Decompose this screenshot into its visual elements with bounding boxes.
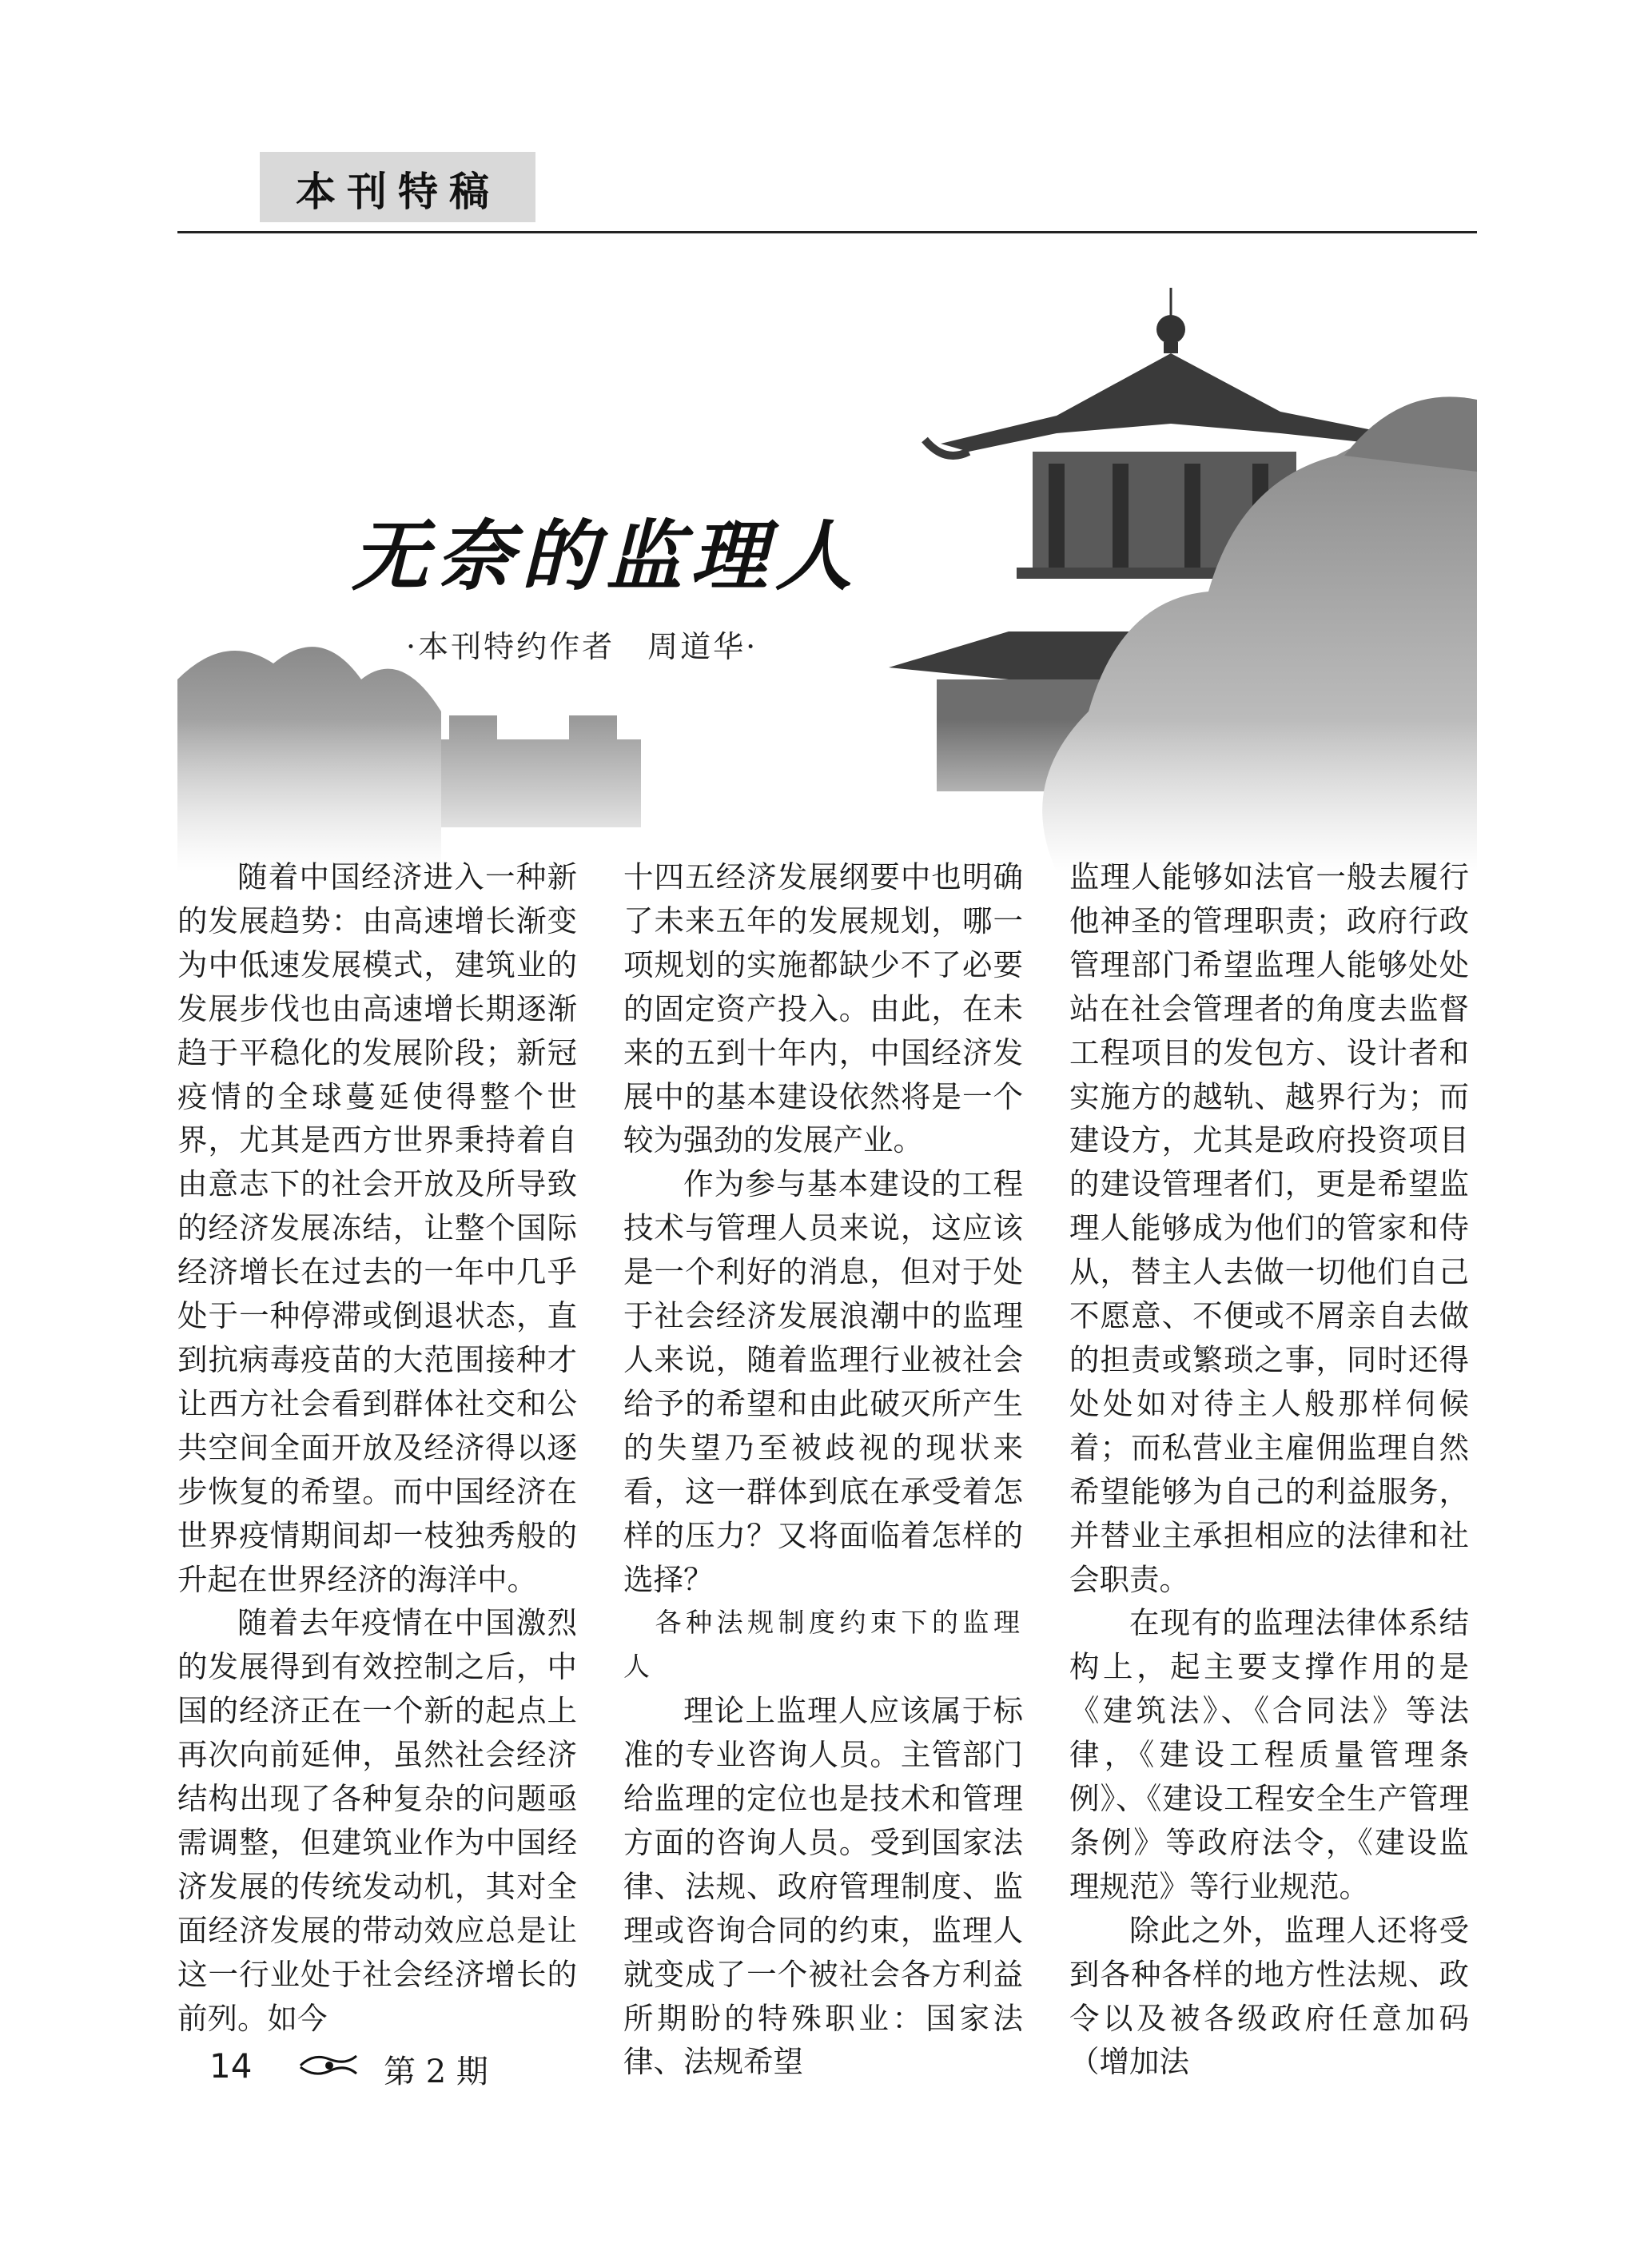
article-title: 无奈的监理人 [352,511,860,601]
section-tab [260,152,535,222]
paragraph: 随着中国经济进入一种新的发展趋势：由高速增长渐变为中低速发展模式，建筑业的发展步伐也由高速增长期逐渐趋于平稳化的发展阶段；新冠疫情的全球蔓延使得整个世界，尤其是西方世界秉持着自由意志下的社会开放及所导致的经济发展冻结，让整个国际经济增长在过去的一年中几乎处于一种停滞或倒退状态，直到抗病毒疫苗的大范围接种才让西方社会看到群体社交和公共空间全面开放及经济得以逐步恢复的希望。而中国经济在世界疫情期间却一枝独秀般的升起在世界经济的海洋中。 [177,859,577,1597]
paragraph: 理论上监理人应该属于标准的专业咨询人员。主管部门给监理的定位也是技术和管理方面的咨询人员。受到国家法律、法规、政府管理制度、监理或咨询合同的约束，监理人就变成了一个被社会各方利益所期盼的特殊职业：国家法律、法规希望 [623,1693,1023,2080]
decorative-ornament-icon [297,2050,360,2090]
page-number: 14 [209,2046,253,2086]
header-rule [177,231,1477,233]
paragraph: 在现有的监理法律体系结构上，起主要支撑作用的是《建筑法》、《合同法》等法律，《建设工程质量管理条例》、《建设工程安全生产管理条例》等政府法令，《建设监理规范》等行业规范。 [1069,1605,1469,1904]
paragraph: 随着去年疫情在中国激烈的发展得到有效控制之后，中国的经济正在一个新的起点上再次向前延伸，虽然社会经济结构出现了各种复杂的问题亟需调整，但建筑业作为中国经济发展的传统发动机，其对全面经济发展的带动效应总是让这一行业处于社会经济增长的前列。如今 [177,1605,577,2036]
text-column-3 [1069,855,1469,2084]
issue-label: 第 2 期 [384,2054,488,2090]
paragraph: 十四五经济发展纲要中也明确了未来五年的发展规划，哪一项规划的实施都缺少不了必要的固定资产投入。由此，在未来的五到十年内，中国经济发展中的基本建设依然将是一个较为强劲的发展产业。 [623,859,1023,1158]
paragraph: 除此之外，监理人还将受到各种各样的地方性法规、政令以及被各级政府任意加码（增加法 [1069,1912,1469,2080]
text-column-1 [177,855,577,2040]
subheading: 各种法规制度约束下的监理人 [623,1607,1023,1683]
text-column-2 [623,855,1023,2084]
paragraph: 作为参与基本建设的工程技术与管理人员来说，这应该是一个利好的消息，但对于处于社会经济发展浪潮中的监理人来说，随着监理行业被社会给予的希望和由此破灭所产生的失望乃至被歧视的现状来看，这一群体到底在承受着怎样的压力？又将面临着怎样的选择？ [623,1166,1023,1597]
paragraph: 监理人能够如法官一般去履行他神圣的管理职责；政府行政管理部门希望监理人能够处处站在社会管理者的角度去监督工程项目的发包方、设计者和实施方的越轨、越界行为；而建设方，尤其是政府投资项目的建设管理者们，更是希望监理人能够成为他们的管家和侍从，替主人去做一切他们自己不愿意、不便或不屑亲自去做的担责或繁琐之事，同时还得处处如对待主人般那样伺候着；而私营业主雇佣监理自然希望能够为自己的利益服务，并替业主承担相应的法律和社会职责。 [1069,859,1469,1597]
section-label: 本刊特稿 [296,169,500,215]
article-byline: ·本刊特约作者 周道华· [406,629,758,664]
